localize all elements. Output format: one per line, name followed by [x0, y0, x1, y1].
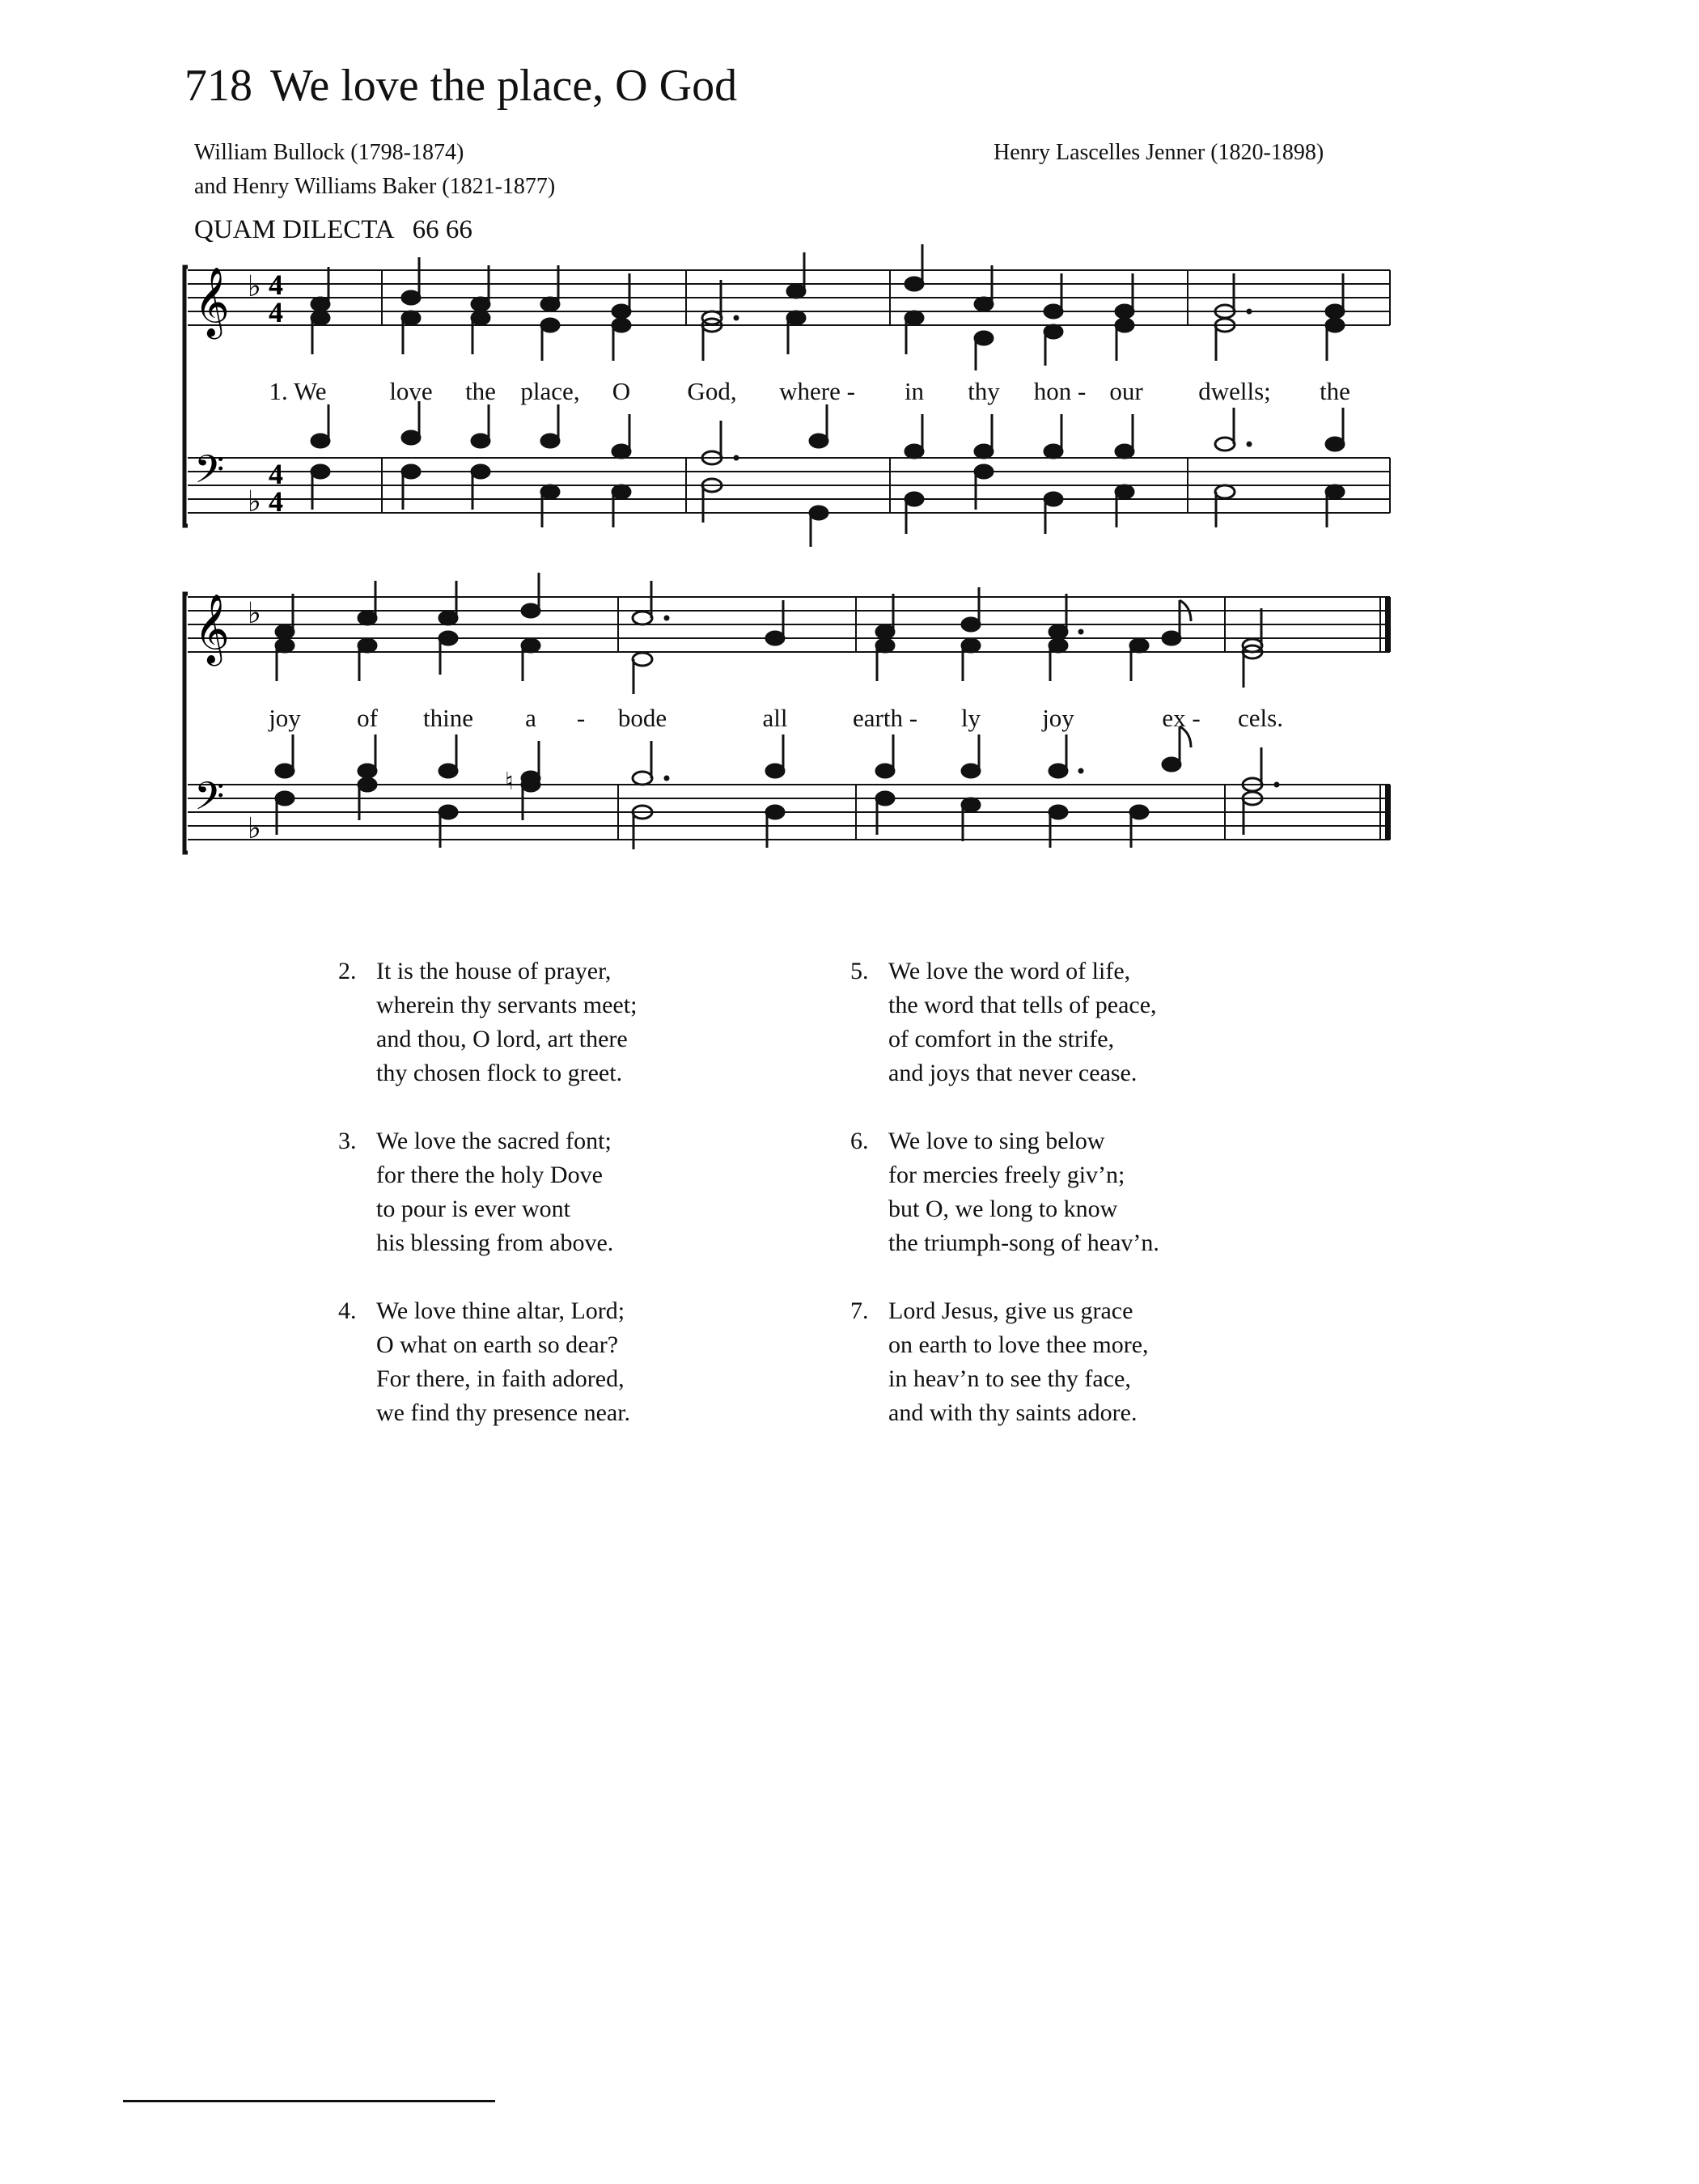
verse-3: [338, 1124, 614, 1260]
verse-line: to pour is ever wont: [376, 1196, 570, 1222]
verse-number: 6.: [850, 1128, 869, 1154]
lyric-syllable: hon -: [1033, 377, 1087, 405]
bass-clef-icon: 𝄢: [194, 448, 225, 501]
verse-line: his blessing from above.: [376, 1230, 614, 1256]
lyric-syllable: a: [525, 704, 536, 732]
svg-text:4: 4: [269, 269, 283, 301]
hymn-number: 718: [184, 61, 252, 111]
verse-line: thy chosen flock to greet.: [376, 1060, 623, 1086]
lyric-syllable: love: [389, 377, 433, 405]
lyric-syllable: cels.: [1238, 704, 1283, 732]
verse-number: 4.: [338, 1297, 357, 1324]
lyric-syllable: dwells;: [1198, 377, 1271, 405]
verse-number: 2.: [338, 958, 357, 984]
lyric-syllable: the: [465, 377, 496, 405]
lyric-syllable: in: [904, 377, 925, 405]
bass-clef-icon: 𝄢: [194, 775, 225, 827]
meter: 66 66: [412, 215, 472, 244]
verse-7: [850, 1294, 1149, 1430]
verse-line: in heav’n to see thy face,: [888, 1365, 1131, 1392]
lyric-syllable: bode: [617, 704, 667, 732]
lyric-syllable: ly: [960, 704, 981, 732]
natural-icon: ♮: [505, 768, 514, 795]
verse-6: [850, 1124, 1159, 1260]
lyric-syllable: earth -: [852, 704, 918, 732]
svg-text:4: 4: [269, 458, 283, 490]
verse-line: wherein thy servants meet;: [376, 992, 638, 1018]
verse-line: Lord Jesus, give us grace: [888, 1297, 1133, 1324]
treble-clef-icon: 𝄞: [194, 596, 230, 662]
verse-line: on earth to love thee more,: [888, 1331, 1149, 1358]
system-bracket: [184, 594, 188, 853]
words-credit-line-2: and Henry Williams Baker (1821-1877): [194, 174, 556, 199]
lyric-syllable: thine: [423, 704, 473, 732]
flat-icon: ♭: [248, 485, 261, 518]
verse-line: We love to sing below: [888, 1128, 1105, 1154]
words-credit-line-1: William Bullock (1798-1874): [194, 140, 464, 165]
verse-line: We love thine altar, Lord;: [376, 1297, 625, 1324]
verse-line: for there the holy Dove: [376, 1162, 603, 1188]
svg-text:4: 4: [269, 296, 283, 328]
score-system-2: [0, 0, 1699, 890]
barlines: [618, 597, 1225, 840]
flat-icon: ♭: [248, 812, 261, 844]
lyric-syllable: ex -: [1162, 704, 1201, 732]
final-barline: [1380, 597, 1391, 840]
verse-number: 7.: [850, 1297, 869, 1324]
verse-2: [338, 954, 638, 1090]
lyric-syllable: -: [576, 704, 586, 732]
verse-line: and thou, O lord, art there: [376, 1026, 628, 1052]
verse-line: We love the sacred font;: [376, 1128, 612, 1154]
bass-staff: [188, 785, 1390, 840]
verse-number: 3.: [338, 1128, 357, 1154]
lyric-syllable: of: [357, 704, 378, 732]
lyric-syllable: all: [762, 704, 788, 732]
bass-lower-notes: [276, 778, 1262, 849]
tune-name: QUAM DILECTA: [194, 215, 395, 244]
verse-line: the triumph-song of heav’n.: [888, 1230, 1159, 1256]
verse-line: O what on earth so dear?: [376, 1331, 619, 1358]
verse-5: [850, 954, 1157, 1090]
hymn-title: We love the place, O God: [270, 61, 738, 111]
verse-line: and joys that never cease.: [888, 1060, 1138, 1086]
svg-text:4: 4: [269, 485, 283, 518]
verse-line: for mercies freely giv’n;: [888, 1162, 1125, 1188]
flat-icon: ♭: [248, 270, 261, 303]
verse-line: we find thy presence near.: [376, 1399, 631, 1426]
lyric-syllable: O: [612, 377, 631, 405]
lyric-syllable: place,: [520, 377, 580, 405]
flat-icon: ♭: [248, 597, 261, 629]
treble-notes: [276, 573, 1262, 652]
verse-line: It is the house of prayer,: [376, 958, 612, 984]
verse-number: 5.: [850, 958, 869, 984]
music-credit: Henry Lascelles Jenner (1820-1898): [994, 140, 1324, 165]
verse-4: [338, 1294, 631, 1430]
lyric-syllable: 1. We: [269, 377, 327, 405]
verse-line: but O, we long to know: [888, 1196, 1118, 1222]
lyric-syllable: joy: [269, 704, 301, 732]
lyric-syllable: where -: [779, 377, 855, 405]
lyric-syllable: the: [1320, 377, 1350, 405]
verse-line: the word that tells of peace,: [888, 992, 1157, 1018]
lyric-syllable: joy: [1042, 704, 1074, 732]
verse-line: For there, in faith adored,: [376, 1365, 625, 1392]
verse-line: of comfort in the strife,: [888, 1026, 1115, 1052]
lyric-syllable: God,: [687, 377, 737, 405]
treble-clef-icon: 𝄞: [194, 269, 230, 336]
footer-rule: [123, 2100, 495, 2102]
lyric-syllable: thy: [968, 377, 1000, 405]
lyric-syllable: our: [1109, 377, 1143, 405]
verse-line: We love the word of life,: [888, 958, 1131, 984]
verse-line: and with thy saints adore.: [888, 1399, 1138, 1426]
